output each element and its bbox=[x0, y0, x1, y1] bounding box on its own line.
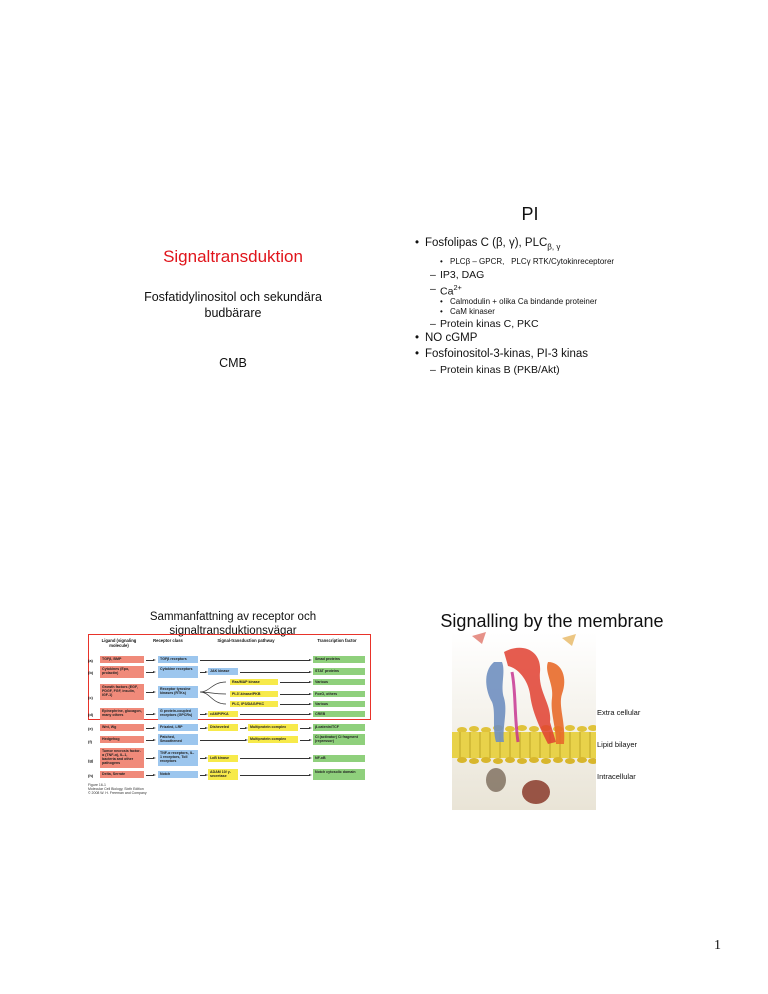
ligand-cell: Epinephrine, glucagon, many others bbox=[100, 708, 144, 720]
arrow bbox=[280, 694, 310, 695]
caption-line: Molecular Cell Biology, Sixth Edition bbox=[88, 787, 144, 791]
ligand-cell: Hedgehog bbox=[100, 736, 144, 743]
slide3-title-line1: Sammanfattning av receptor och bbox=[149, 611, 317, 623]
bullet-pkb: – Protein kinas B (PKB/Akt) bbox=[440, 364, 560, 376]
receptor-cell: Patched, Smoothened bbox=[158, 734, 198, 745]
tf-cell: NF-κB bbox=[313, 755, 365, 762]
arrow bbox=[240, 672, 310, 673]
tf-cell: Various bbox=[313, 679, 365, 685]
receptor-cell: G protein-coupled receptors (GPCRs) bbox=[158, 708, 198, 720]
row-letter: (b) bbox=[88, 670, 94, 675]
ligand-cell: TGFβ, BMP bbox=[100, 656, 144, 663]
bullet-ca bbox=[440, 283, 462, 298]
arrow bbox=[300, 740, 310, 741]
pathway-cell: cAMP/PKA bbox=[208, 711, 238, 717]
bullet-pkc: – Protein kinas C, PKC bbox=[440, 318, 539, 330]
ligand-cell: Tumor necrosis factor-α (TNF-α), IL-1, bacteria and other pathogens bbox=[100, 748, 144, 768]
fosfolipas-mid: ), PLC bbox=[514, 237, 548, 249]
tf-cell: CREB bbox=[313, 711, 365, 717]
arrow bbox=[240, 775, 310, 776]
slide1-author: CMB bbox=[219, 356, 247, 370]
pathway-cell: Ras/MAP kinase bbox=[230, 679, 278, 685]
header-tf: Transcription factor bbox=[317, 638, 357, 643]
row-letter: (d) bbox=[88, 712, 94, 717]
arrow bbox=[300, 728, 310, 729]
pathway-cell: Disheveled bbox=[208, 724, 238, 731]
arrow bbox=[240, 714, 310, 715]
bullet-pi3k: • Fosfoinositol-3-kinas, PI-3 kinas bbox=[425, 348, 588, 360]
page-number: 1 bbox=[714, 938, 721, 953]
fosfolipas-prefix: Fosfolipas C ( bbox=[425, 237, 496, 249]
bullet-no: • NO cGMP bbox=[425, 332, 477, 344]
branch-lines bbox=[198, 678, 228, 708]
caption-line: © 2008 W. H. Freeman and Company bbox=[88, 791, 147, 795]
pathway-cell: PI-3′-kinase/PKB bbox=[230, 691, 278, 697]
ca-text: Ca bbox=[440, 285, 454, 298]
arrow bbox=[240, 728, 246, 729]
ligand-cell: Delta, Serrate bbox=[100, 771, 144, 778]
arrow bbox=[200, 758, 206, 759]
pathway-cell: JAK kinase bbox=[208, 668, 238, 675]
tf-cell: Ci (activator) Ci fragment (repressor) bbox=[313, 734, 365, 745]
fosfolipas-sub: β, γ bbox=[547, 242, 561, 252]
slide3-title-line2: signaltransduktionsvägar bbox=[169, 625, 297, 637]
tf-cell: Notch cytosolic domain bbox=[313, 769, 365, 780]
membrane-illustration bbox=[452, 632, 596, 810]
receptor-cell: Receptor tyrosine kinases (RTKs) bbox=[158, 686, 198, 698]
bullet-camk: • CaM kinaser bbox=[450, 307, 495, 316]
arrow bbox=[200, 728, 206, 729]
arrow bbox=[146, 775, 154, 776]
arrow bbox=[200, 740, 246, 741]
arrow bbox=[240, 758, 310, 759]
plc-gamma: PLCγ RTK/Cytokinreceptorer bbox=[511, 257, 615, 266]
row-letter: (c) bbox=[88, 695, 93, 700]
pathway-cell: Multiprotein complex bbox=[248, 724, 298, 731]
bullet-fosfolipas bbox=[425, 237, 560, 251]
header-receptor: Receptor class bbox=[153, 638, 183, 643]
arrow bbox=[280, 682, 310, 683]
tf-cell: FoxO, others bbox=[313, 691, 365, 697]
ca-sup: 2+ bbox=[453, 283, 462, 292]
slide1-subtitle-line2: budbärare bbox=[204, 306, 262, 320]
row-letter: (a) bbox=[88, 658, 93, 663]
arrow bbox=[146, 740, 154, 741]
caption-line: Figure 16-1 bbox=[88, 783, 106, 787]
ligand-cell: Growth factors (EGF, PDGF, FGF, insulin, IGF-1) bbox=[100, 684, 144, 700]
row-letter: (g) bbox=[88, 758, 94, 763]
signaling-summary-figure bbox=[88, 638, 378, 798]
slide1-title: Signaltransduktion bbox=[163, 247, 303, 266]
tf-cell: Smad proteins bbox=[313, 656, 365, 663]
ligand-cell: Cytokines (Epo, prolactin) bbox=[100, 666, 144, 678]
arrow bbox=[146, 758, 154, 759]
arrow bbox=[280, 704, 310, 705]
arrow bbox=[200, 775, 206, 776]
pathway-cell: ADAM 10/ γ-secretase bbox=[208, 769, 238, 780]
slide1-subtitle-line1: Fosfatidylinositol och sekundära bbox=[144, 290, 322, 304]
header-pathway: Signal-transduction pathway bbox=[217, 638, 275, 643]
bullet-calmodulin: • Calmodulin + olika Ca bindande proteiner bbox=[450, 297, 597, 306]
label-extracellular: Extra cellular bbox=[597, 708, 641, 717]
fosfolipas-greek: β, γ bbox=[495, 237, 515, 249]
receptor-cell: TGFβ receptors bbox=[158, 656, 198, 663]
row-letter: (e) bbox=[88, 726, 93, 731]
bullet-plc-types bbox=[450, 257, 614, 266]
slide4-title: Signalling by the membrane bbox=[440, 611, 664, 631]
arrow bbox=[146, 660, 154, 661]
slide2-title: PI bbox=[521, 204, 539, 224]
ligand-cell: Wnt, Wg bbox=[100, 724, 144, 731]
pathway-cell: I-κB kinase bbox=[208, 755, 238, 762]
receptor-cell: Cytokine receptors bbox=[158, 666, 198, 678]
label-lipid-bilayer: Lipid bilayer bbox=[597, 740, 638, 749]
row-letter: (f) bbox=[88, 739, 92, 744]
label-intracellular: Intracellular bbox=[597, 772, 636, 781]
figure-caption bbox=[88, 783, 147, 795]
arrow bbox=[146, 714, 154, 715]
arrow bbox=[200, 672, 206, 673]
header-ligand: Ligand (signaling molecule) bbox=[101, 638, 137, 648]
receptor-cell: Notch bbox=[158, 771, 198, 778]
arrow bbox=[146, 672, 154, 673]
pathway-cell: PLC, IP3/DAG/PKC bbox=[230, 701, 278, 707]
arrow bbox=[146, 728, 154, 729]
receptor-cell: Frizzled, LRP bbox=[158, 724, 198, 731]
slide1-subtitle bbox=[100, 289, 366, 321]
pathway-cell: Multiprotein complex bbox=[248, 736, 298, 743]
arrow bbox=[146, 692, 154, 693]
plc-beta: PLCβ – GPCR, bbox=[450, 257, 505, 266]
tf-cell: β-catenin/TCF bbox=[313, 724, 365, 731]
tf-cell: Various bbox=[313, 701, 365, 707]
row-letter: (h) bbox=[88, 773, 94, 778]
arrow bbox=[200, 714, 206, 715]
arrow bbox=[200, 660, 310, 661]
receptor-cell: TNF-α receptors, IL-1 receptors, Toll receptors bbox=[158, 750, 198, 766]
bullet-ip3: – IP3, DAG bbox=[440, 269, 484, 281]
tf-cell: STAT proteins bbox=[313, 668, 365, 675]
